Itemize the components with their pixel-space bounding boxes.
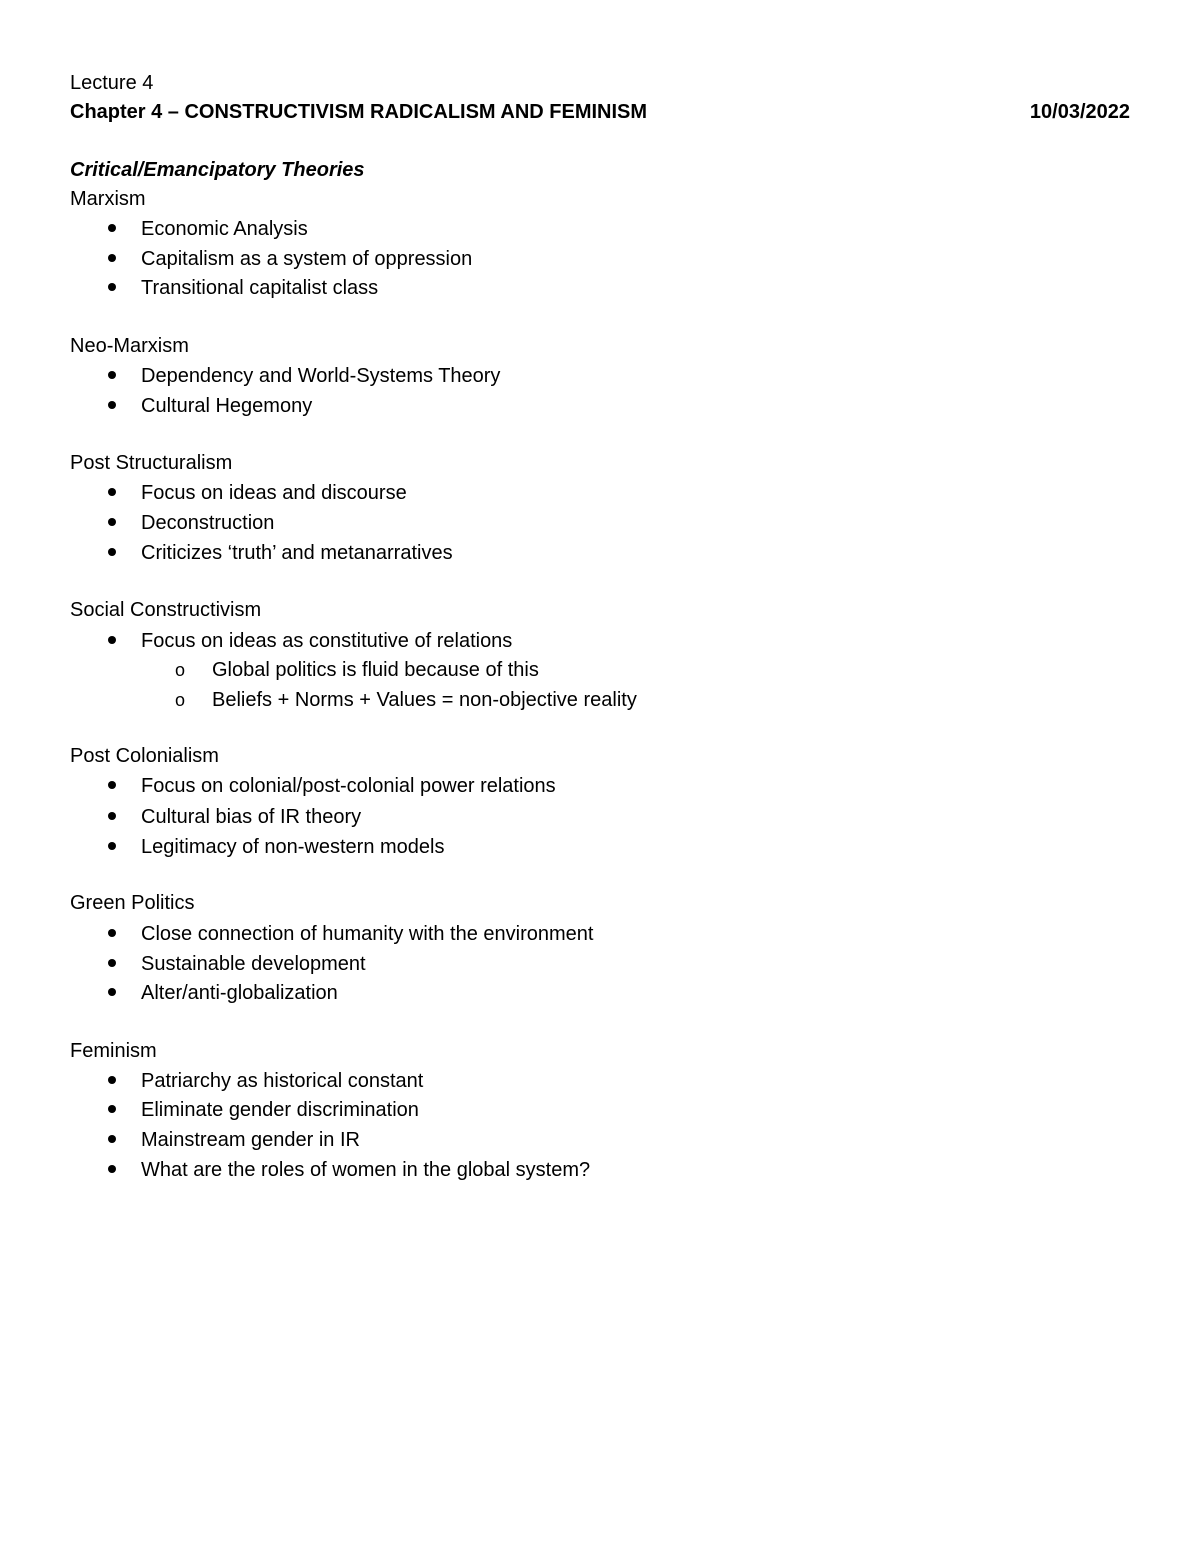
list-item: Focus on ideas as constitutive of relations <box>141 630 513 652</box>
bullet-icon <box>105 919 119 949</box>
list-item: Economic Analysis <box>141 218 308 240</box>
section-heading-marxism: Marxism <box>70 188 146 210</box>
list-item: Legitimacy of non-western models <box>141 836 445 858</box>
sub-list-item: Beliefs + Norms + Values = non-objective reality <box>212 689 637 711</box>
list-item: Alter/anti-globalization <box>141 982 338 1004</box>
section-heading-social-constructivism: Social Constructivism <box>70 599 262 621</box>
chapter-title: Chapter 4 – CONSTRUCTIVISM RADICALISM AND FEMINISM <box>70 101 648 123</box>
list-item: Deconstruction <box>141 512 275 534</box>
list-item: Cultural Hegemony <box>141 395 313 417</box>
bullet-icon <box>105 802 119 832</box>
bullet-icon <box>105 391 119 421</box>
list-item: Criticizes ‘truth’ and metanarratives <box>141 542 453 564</box>
lecture-label: Lecture 4 <box>70 72 154 94</box>
list-item: Dependency and World-Systems Theory <box>141 365 501 387</box>
bullet-icon <box>105 978 119 1008</box>
bullet-icon <box>105 538 119 568</box>
list-item: Sustainable development <box>141 953 366 975</box>
section-heading-green-politics: Green Politics <box>70 892 195 914</box>
sub-bullet-icon: o <box>175 690 186 710</box>
bullet-icon <box>105 832 119 862</box>
bullet-icon <box>105 1095 119 1125</box>
document-subtitle: Critical/Emancipatory Theories <box>70 159 365 181</box>
bullet-icon <box>105 1125 119 1155</box>
section-heading-post-structuralism: Post Structuralism <box>70 452 233 474</box>
list-item: Focus on colonial/post-colonial power relations <box>141 775 556 797</box>
bullet-icon <box>105 273 119 303</box>
bullet-icon <box>105 244 119 274</box>
bullet-icon <box>105 214 119 244</box>
sub-bullet-icon: o <box>175 660 186 680</box>
sub-list-item: Global politics is fluid because of this <box>212 659 539 681</box>
list-item: Focus on ideas and discourse <box>141 482 407 504</box>
list-item: What are the roles of women in the global system? <box>141 1159 591 1181</box>
list-item: Mainstream gender in IR <box>141 1129 360 1151</box>
list-item: Close connection of humanity with the environment <box>141 923 594 945</box>
list-item: Eliminate gender discrimination <box>141 1099 419 1121</box>
bullet-icon <box>105 771 119 801</box>
bullet-icon <box>105 1066 119 1096</box>
bullet-icon <box>105 626 119 656</box>
bullet-icon <box>105 508 119 538</box>
list-item: Transitional capitalist class <box>141 277 379 299</box>
list-item: Patriarchy as historical constant <box>141 1070 424 1092</box>
bullet-icon <box>105 949 119 979</box>
document-date: 10/03/2022 <box>1029 101 1130 123</box>
bullet-icon <box>105 1155 119 1185</box>
bullet-icon <box>105 478 119 508</box>
section-heading-feminism: Feminism <box>70 1040 157 1062</box>
section-heading-post-colonialism: Post Colonialism <box>70 745 219 767</box>
bullet-icon <box>105 361 119 391</box>
list-item: Cultural bias of IR theory <box>141 806 362 828</box>
list-item: Capitalism as a system of oppression <box>141 248 473 270</box>
section-heading-neo-marxism: Neo-Marxism <box>70 335 189 357</box>
